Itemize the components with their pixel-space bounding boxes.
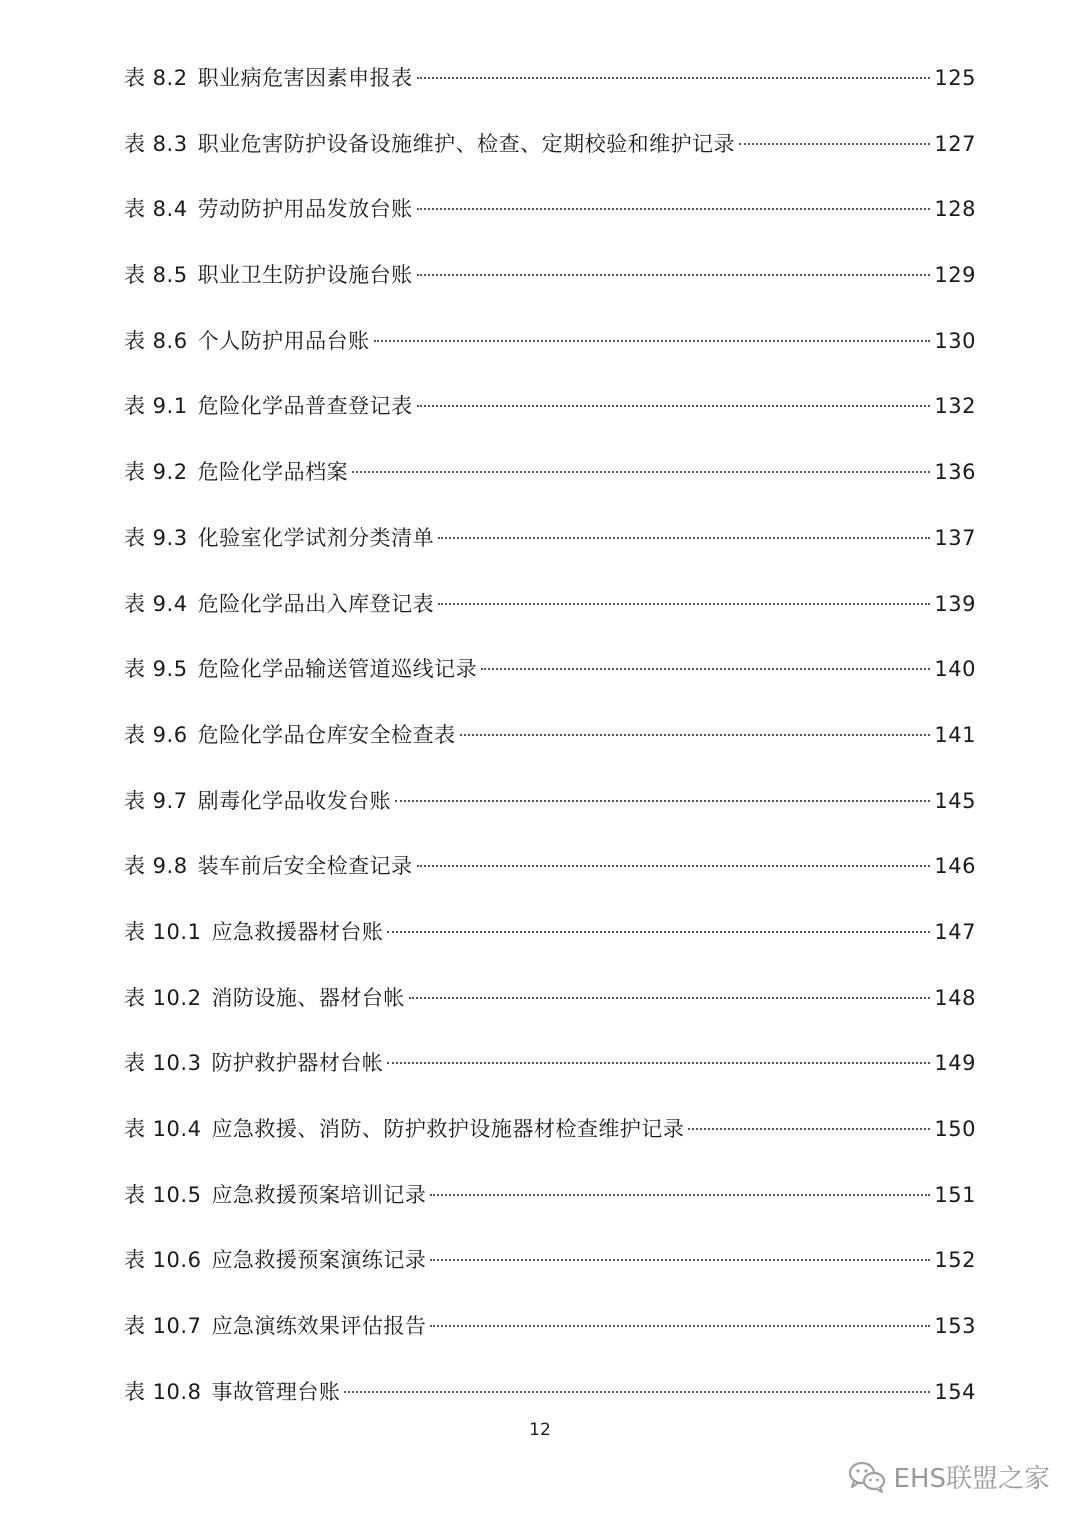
toc-entry-number: 表 8.5 xyxy=(124,263,188,288)
toc-entry-title: 防护救护器材台帐 xyxy=(211,1051,384,1076)
toc-entry-title: 应急演练效果评估报告 xyxy=(211,1314,427,1339)
toc-entry-title: 职业卫生防护设施台账 xyxy=(197,263,413,288)
dot-leader xyxy=(438,537,930,539)
dot-leader xyxy=(352,471,930,473)
toc-entry-page: 149 xyxy=(934,1051,976,1076)
toc-entry-title: 应急救援、消防、防护救护设施器材检查维护记录 xyxy=(211,1117,685,1141)
toc-entry-title: 应急救援预案演练记录 xyxy=(211,1248,427,1273)
toc-entry-page: 147 xyxy=(934,919,976,944)
toc-entry[interactable] xyxy=(124,253,976,319)
toc-entry[interactable] xyxy=(124,319,976,385)
toc-entry[interactable] xyxy=(124,56,976,122)
toc-entry-number: 表 10.6 xyxy=(124,1248,202,1273)
toc-entry-page: 152 xyxy=(934,1248,976,1273)
dot-leader xyxy=(438,603,930,605)
dot-leader xyxy=(374,340,931,342)
toc-entry[interactable] xyxy=(124,647,976,713)
dot-leader xyxy=(430,1194,930,1196)
toc-entry-title: 劳动防护用品发放台账 xyxy=(197,197,413,222)
watermark xyxy=(848,1458,1050,1495)
toc-entry[interactable] xyxy=(124,713,976,779)
toc-entry-number: 表 10.1 xyxy=(124,919,202,944)
toc-entry-title: 应急救援预案培训记录 xyxy=(211,1182,427,1207)
toc-entry-number: 表 8.4 xyxy=(124,197,188,222)
dot-leader xyxy=(387,931,930,933)
toc-entry-number: 表 9.8 xyxy=(124,854,188,879)
dot-leader xyxy=(739,143,930,145)
toc-entry-number: 表 10.8 xyxy=(124,1379,202,1404)
toc-entry-title: 危险化学品输送管道巡线记录 xyxy=(197,657,478,682)
dot-leader xyxy=(395,800,930,802)
toc-entry-number: 表 9.2 xyxy=(124,460,188,485)
toc-entry[interactable] xyxy=(124,910,976,976)
dot-leader xyxy=(481,668,930,670)
toc-entry-title: 职业危害防护设备设施维护、检查、定期校验和维护记录 xyxy=(197,131,736,156)
toc-entry-page: 139 xyxy=(934,591,976,616)
dot-leader xyxy=(417,208,931,210)
toc-entry[interactable] xyxy=(124,1107,976,1173)
toc-entry-title: 事故管理台账 xyxy=(211,1379,341,1404)
toc-entry-page: 146 xyxy=(934,854,976,879)
toc-entry-title: 危险化学品普查登记表 xyxy=(197,394,413,419)
dot-leader xyxy=(688,1128,930,1130)
toc-entry-page: 154 xyxy=(934,1379,976,1404)
toc-entry-number: 表 8.3 xyxy=(124,131,188,156)
dot-leader xyxy=(344,1391,930,1393)
toc-entry[interactable] xyxy=(124,976,976,1042)
toc-entry[interactable] xyxy=(124,1173,976,1239)
dot-leader xyxy=(417,77,931,79)
toc-entry[interactable] xyxy=(124,779,976,845)
wechat-icon xyxy=(848,1461,886,1493)
toc-entry-title: 剧毒化学品收发台账 xyxy=(197,788,392,813)
toc-entry-number: 表 8.2 xyxy=(124,66,188,90)
dot-leader xyxy=(417,865,931,867)
toc-entry-page: 151 xyxy=(934,1182,976,1207)
toc-entry[interactable] xyxy=(124,516,976,582)
toc-entry-number: 表 8.6 xyxy=(124,328,188,353)
watermark-text: EHS联盟之家 xyxy=(893,1464,1050,1494)
toc-entry-page: 145 xyxy=(934,788,976,813)
toc-entry[interactable] xyxy=(124,582,976,648)
dot-leader xyxy=(387,1062,930,1064)
toc-entry-number: 表 9.6 xyxy=(124,722,188,747)
toc-entry-page: 129 xyxy=(934,263,976,288)
toc-entry-title: 个人防护用品台账 xyxy=(197,328,370,353)
toc-entry-title: 危险化学品档案 xyxy=(197,460,349,485)
toc-entry-title: 化验室化学试剂分类清单 xyxy=(197,525,435,550)
toc-entry-page: 127 xyxy=(934,131,976,156)
toc-entry[interactable] xyxy=(124,1304,976,1370)
toc-entry-number: 表 9.7 xyxy=(124,788,188,813)
toc-entry-page: 148 xyxy=(934,985,976,1010)
toc-entry-number: 表 9.5 xyxy=(124,657,188,682)
dot-leader xyxy=(409,997,930,999)
page-number: 12 xyxy=(529,1420,551,1440)
toc-entry-title: 应急救援器材台账 xyxy=(211,919,384,944)
dot-leader xyxy=(430,1325,930,1327)
toc-entry[interactable] xyxy=(124,1041,976,1107)
dot-leader xyxy=(430,1259,930,1261)
toc-entry-title: 消防设施、器材台帐 xyxy=(211,985,405,1010)
toc-entry[interactable] xyxy=(124,187,976,253)
toc-entry-page: 136 xyxy=(934,460,976,485)
toc-entry-page: 140 xyxy=(934,657,976,682)
toc-entry-number: 表 9.3 xyxy=(124,525,188,550)
toc-entry-title: 职业病危害因素申报表 xyxy=(197,66,413,90)
toc-entry-number: 表 10.5 xyxy=(124,1182,202,1207)
toc-entry-title: 危险化学品出入库登记表 xyxy=(197,591,435,616)
toc-entry-page: 153 xyxy=(934,1314,976,1339)
toc-entry-page: 132 xyxy=(934,394,976,419)
table-of-contents xyxy=(124,56,976,1435)
toc-entry[interactable] xyxy=(124,1238,976,1304)
toc-entry[interactable] xyxy=(124,122,976,188)
toc-entry-number: 表 10.4 xyxy=(124,1117,202,1141)
toc-entry-page: 137 xyxy=(934,525,976,550)
toc-entry-page: 125 xyxy=(934,66,976,90)
toc-entry[interactable] xyxy=(124,450,976,516)
toc-entry[interactable] xyxy=(124,384,976,450)
toc-entry-number: 表 9.4 xyxy=(124,591,188,616)
toc-entry-number: 表 10.3 xyxy=(124,1051,202,1076)
toc-entry-page: 150 xyxy=(934,1117,976,1141)
dot-leader xyxy=(417,274,931,276)
toc-entry-number: 表 9.1 xyxy=(124,394,188,419)
toc-entry-page: 128 xyxy=(934,197,976,222)
dot-leader xyxy=(417,405,931,407)
toc-entry-number: 表 10.2 xyxy=(124,985,202,1010)
toc-entry-title: 危险化学品仓库安全检查表 xyxy=(197,722,456,747)
toc-entry-title: 装车前后安全检查记录 xyxy=(197,854,413,879)
toc-entry-number: 表 10.7 xyxy=(124,1314,202,1339)
toc-entry-page: 141 xyxy=(934,722,976,747)
toc-entry-page: 130 xyxy=(934,328,976,353)
toc-entry[interactable] xyxy=(124,844,976,910)
dot-leader xyxy=(460,734,931,736)
